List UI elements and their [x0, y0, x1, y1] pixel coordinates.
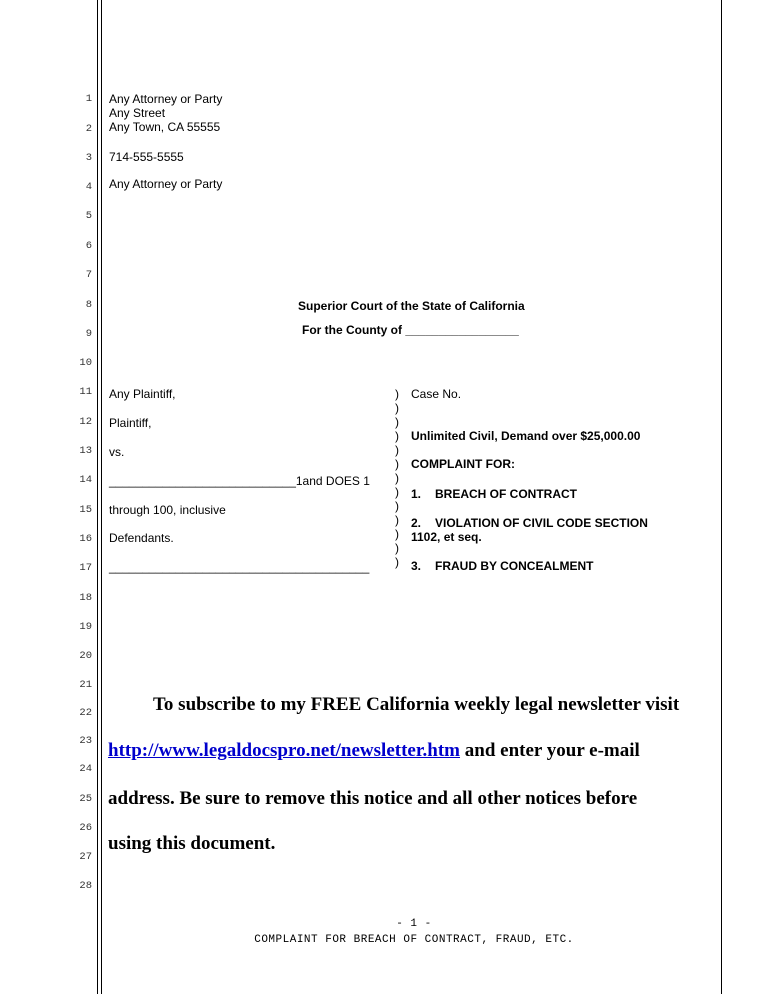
notice-line-4: using this document.: [108, 833, 276, 854]
caption-paren: ): [395, 499, 399, 513]
line-number: 18: [79, 592, 92, 604]
cause-number: 1.: [411, 487, 422, 501]
defendant-continuation: through 100, inclusive: [109, 503, 226, 517]
line-number: 6: [85, 240, 92, 252]
attorney-for: Any Attorney or Party: [109, 177, 223, 191]
line-number: 16: [79, 533, 92, 545]
caption-bottom-rule: _______________________________________: [109, 560, 370, 574]
line-number: 15: [79, 504, 92, 516]
line-number: 12: [79, 416, 92, 428]
attorney-city: Any Town, CA 55555: [109, 120, 221, 134]
notice-line-3: address. Be sure to remove this notice and all other notices before: [108, 788, 638, 809]
line-number: 1: [85, 93, 92, 105]
notice-line-1: [153, 694, 679, 716]
line-number: 26: [79, 822, 92, 834]
versus: vs.: [109, 445, 125, 459]
line-number: 27: [79, 851, 92, 863]
footer-title: COMPLAINT FOR BREACH OF CONTRACT, FRAUD, ETC.: [254, 934, 574, 946]
court-county: For the County of _________________: [302, 323, 519, 337]
caption-paren: ): [395, 485, 399, 499]
caption-paren: ): [395, 471, 399, 485]
plaintiff-name: Any Plaintiff,: [109, 387, 176, 401]
caption-paren: ): [395, 527, 399, 541]
left-margin-rule: [97, 0, 98, 994]
defendant-line: ____________________________1and DOES 1: [109, 474, 370, 488]
line-number: 5: [85, 210, 92, 222]
defendant-role: Defendants.: [109, 531, 174, 545]
caption-paren: ): [395, 555, 399, 569]
page-number: - 1 -: [396, 918, 432, 930]
left-margin-rule-inner: [101, 0, 102, 994]
line-number: 20: [79, 650, 92, 662]
line-number: 28: [79, 880, 92, 892]
attorney-phone: 714-555-5555: [109, 150, 184, 164]
cause-civil-code-continuation: 1102, et seq.: [411, 530, 482, 544]
right-margin-rule: [721, 0, 722, 994]
cause-fraud-by-concealment: FRAUD BY CONCEALMENT: [435, 559, 594, 573]
caption-paren: ): [395, 541, 399, 555]
line-number: 13: [79, 445, 92, 457]
line-number: 10: [79, 357, 92, 369]
line-number: 2: [85, 123, 92, 135]
line-number: 19: [79, 621, 92, 633]
line-number: 23: [79, 735, 92, 747]
notice-text: and enter your e-mail: [460, 740, 640, 761]
notice-line-2: [108, 740, 640, 762]
cause-number: 3.: [411, 559, 422, 573]
attorney-street: Any Street: [109, 106, 166, 120]
cause-breach-of-contract: BREACH OF CONTRACT: [435, 487, 577, 501]
complaint-for-heading: COMPLAINT FOR:: [411, 457, 515, 471]
line-number: 24: [79, 763, 92, 775]
line-number: 22: [79, 707, 92, 719]
notice-text: To subscribe to my FREE California weekly legal newsletter visit: [153, 694, 680, 715]
caption-paren: ): [395, 387, 399, 401]
caption-paren: ): [395, 443, 399, 457]
line-number: 25: [79, 793, 92, 805]
line-number: 4: [85, 181, 92, 193]
line-number: 3: [85, 152, 92, 164]
line-number: 11: [79, 386, 92, 398]
line-number: 17: [79, 562, 92, 574]
cause-civil-code-violation: VIOLATION OF CIVIL CODE SECTION: [435, 516, 648, 530]
caption-paren: ): [395, 415, 399, 429]
plaintiff-role: Plaintiff,: [109, 416, 152, 430]
newsletter-link[interactable]: http://www.legaldocspro.net/newsletter.htm: [108, 740, 461, 761]
line-number: 14: [79, 474, 92, 486]
caption-paren: ): [395, 513, 399, 527]
cause-number: 2.: [411, 516, 422, 530]
caption-paren: ): [395, 429, 399, 443]
line-number: 8: [85, 299, 92, 311]
attorney-name: Any Attorney or Party: [109, 92, 223, 106]
caption-paren: ): [395, 457, 399, 471]
line-number: 7: [85, 269, 92, 281]
caption-paren: ): [395, 401, 399, 415]
case-number: Case No.: [411, 387, 462, 401]
line-number: 21: [79, 679, 92, 691]
court-name: Superior Court of the State of California: [298, 299, 525, 313]
jurisdiction-label: Unlimited Civil, Demand over $25,000.00: [411, 429, 641, 443]
line-number: 9: [85, 328, 92, 340]
